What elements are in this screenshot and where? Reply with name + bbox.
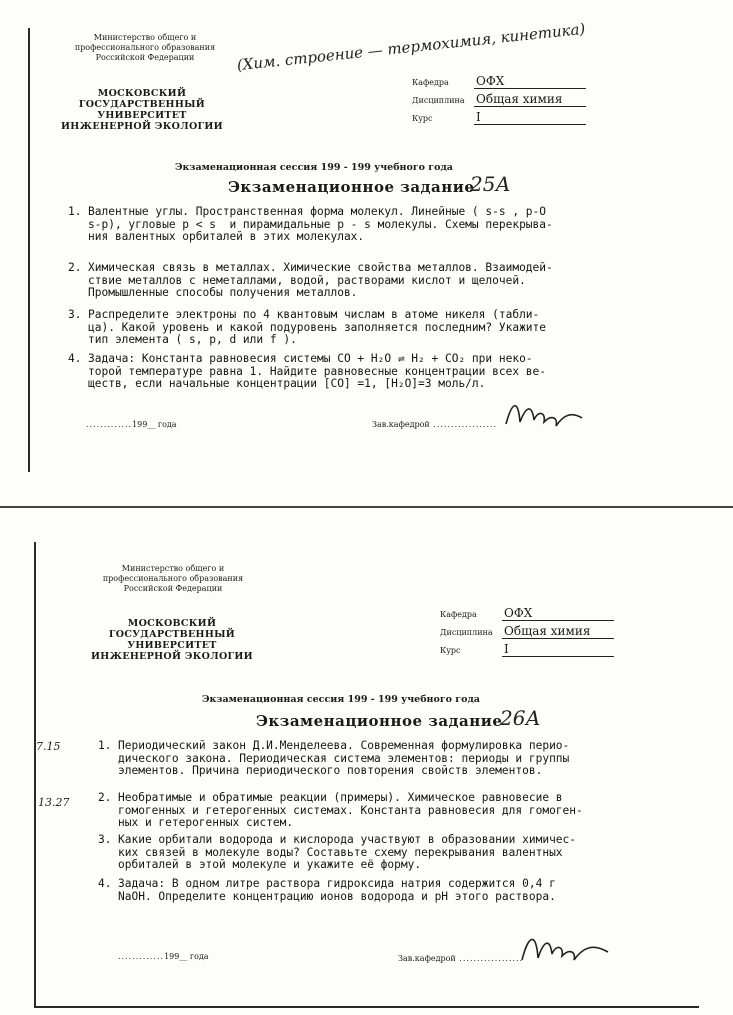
question-text: гомогенных и гетерогенных системах. Константа равновесия для гомоген-	[118, 803, 583, 817]
ministry-line: Министерство общего и	[93, 33, 197, 42]
margin-mark: 13.27	[38, 796, 70, 809]
question-number: 3.	[98, 833, 112, 846]
ministry-line: Министерство общего и	[121, 564, 225, 573]
question-text: Промышленные способы получения металлов.	[88, 286, 358, 299]
question-item	[98, 834, 576, 872]
question-text: Химическая связь в металлах. Химические свойства металлов. Взаимодей-	[88, 261, 553, 274]
department-label: Кафедра	[412, 78, 449, 87]
university-line: ГОСУДАРСТВЕННЫЙ	[78, 99, 206, 110]
question-number: 3.	[68, 308, 82, 321]
sheet-border-left	[34, 542, 36, 1007]
exam-title: Экзаменационное задание	[256, 712, 503, 730]
discipline-value: Общая химия	[504, 624, 591, 638]
university-name	[82, 618, 262, 662]
exam-sheet-26a	[0, 520, 733, 1015]
footer-date: .............199__ года	[118, 952, 209, 961]
department-value: ОФХ	[476, 74, 505, 88]
question-text: торой температуре равна 1. Найдите равновесные концентрации всех ве-	[88, 364, 547, 378]
course-value: I	[504, 642, 509, 656]
question-text: s-p), угловые р < s и пирамидальные р - s молекулы. Схемы перекрыва-	[88, 217, 553, 231]
question-item	[98, 792, 583, 830]
university-line: УНИВЕРСИТЕТ	[127, 640, 217, 651]
question-text: Валентные углы. Пространственная форма молекул. Линейные ( s-s , p-O	[88, 205, 547, 218]
question-number: 4.	[98, 877, 112, 890]
discipline-value: Общая химия	[476, 92, 563, 106]
question-item	[98, 740, 569, 778]
ministry-line: профессионального образования	[74, 43, 216, 52]
question-text: Задача: В одном литре раствора гидроксида натрия содержится 0,4 г	[118, 877, 556, 890]
question-text: Задача: Константа равновесия системы CO + H₂O ⇌ H₂ + CO₂ при неко-	[88, 352, 533, 365]
session-line: Экзаменационная сессия 199 - 199 учебного года	[175, 162, 453, 173]
question-text: тип элемента ( s, р, d или f ).	[88, 333, 297, 346]
question-text: орбиталей в этой молекуле и укажите её форму.	[118, 858, 422, 871]
question-text: Распределите электроны по 4 квантовым числам в атоме никеля (табли-	[88, 308, 540, 321]
margin-mark: 7.15	[36, 740, 61, 753]
discipline-label: Дисциплина	[412, 96, 465, 105]
university-line: МОСКОВСКИЙ	[97, 88, 187, 99]
question-text: ния валентных орбиталей в этих молекулах.	[88, 230, 365, 243]
question-text: Какие орбитали водорода и кислорода участвуют в образовании химичес-	[118, 833, 577, 846]
question-number: 1.	[68, 205, 82, 218]
ministry-header	[50, 33, 240, 63]
university-line: МОСКОВСКИЙ	[127, 618, 217, 629]
course-meta	[412, 72, 612, 126]
sheet-border-left	[28, 28, 30, 472]
university-line: ГОСУДАРСТВЕННЫЙ	[108, 629, 236, 640]
course-label: Курс	[412, 114, 433, 123]
university-line: УНИВЕРСИТЕТ	[97, 110, 187, 121]
footer-head-of-department: Зав.кафедрой ..................	[398, 954, 524, 963]
department-label: Кафедра	[440, 610, 477, 619]
ministry-line: профессионального образования	[102, 574, 244, 583]
sheet-border-bottom	[34, 1006, 699, 1008]
course-label: Курс	[440, 646, 461, 655]
question-item	[68, 353, 546, 391]
question-item	[68, 262, 553, 300]
question-number: 4.	[68, 352, 82, 365]
ministry-line: Российской Федерации	[123, 584, 223, 593]
question-item	[68, 206, 553, 244]
question-text: дического закона. Периодическая система элементов: периоды и группы	[118, 751, 570, 765]
ministry-header	[78, 564, 268, 594]
question-text: ществ, если начальные концентрации [CO] =1, [H₂O]=3 моль/л.	[88, 377, 486, 390]
exam-sheet-25a	[0, 0, 733, 500]
handwritten-note: (Хим. строение — термохимия, кинетика)	[236, 19, 587, 75]
course-meta	[440, 604, 640, 658]
ticket-number: 25А	[470, 172, 511, 196]
footer-head-of-department: Зав.кафедрой ..................	[372, 420, 498, 429]
question-text: Периодический закон Д.И.Менделеева. Современная формулировка перио-	[118, 739, 570, 752]
exam-title: Экзаменационное задание	[228, 178, 475, 196]
department-value: ОФХ	[504, 606, 533, 620]
course-value: I	[476, 110, 481, 124]
university-line: ИНЖЕНЕРНОЙ ЭКОЛОГИИ	[91, 651, 253, 662]
question-number: 1.	[98, 739, 112, 752]
signature	[498, 392, 588, 432]
ticket-number: 26А	[500, 706, 541, 730]
university-line: ИНЖЕНЕРНОЙ ЭКОЛОГИИ	[61, 121, 223, 132]
question-text: NaOH. Определите концентрацию ионов водорода и pH этого раствора.	[118, 889, 556, 903]
question-text: ствие металлов с неметаллами, водой, растворами кислот и щелочей.	[88, 273, 526, 287]
question-text: элементов. Причина периодического повторения свойств элементов.	[118, 764, 543, 777]
question-text: ца). Какой уровень и какой подуровень заполняется последним? Укажите	[88, 320, 547, 334]
discipline-label: Дисциплина	[440, 628, 493, 637]
session-line: Экзаменационная сессия 199 - 199 учебного года	[202, 694, 480, 705]
university-name	[52, 88, 232, 132]
question-number: 2.	[98, 791, 112, 804]
sheet-separator	[0, 506, 733, 508]
signature	[514, 924, 614, 968]
footer-date: .............199__ года	[86, 420, 177, 429]
ministry-line: Российской Федерации	[95, 53, 195, 62]
question-text: ких связей в молекуле воды? Составьте схему перекрывания валентных	[118, 845, 563, 859]
question-item	[68, 309, 546, 347]
question-item	[98, 878, 556, 903]
question-number: 2.	[68, 261, 82, 274]
question-text: ных и гетерогенных систем.	[118, 816, 294, 829]
question-text: Необратимые и обратимые реакции (примеры). Химическое равновесие в	[118, 791, 563, 804]
